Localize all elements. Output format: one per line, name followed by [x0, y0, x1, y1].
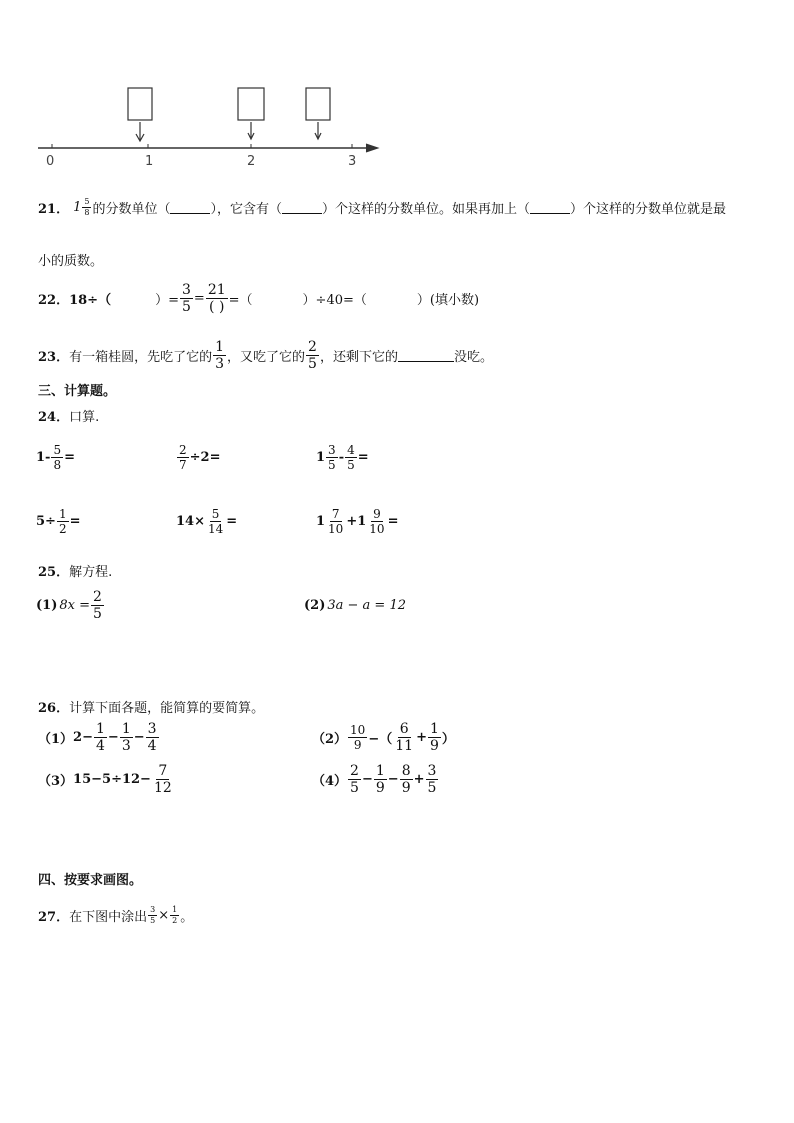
q23-blank[interactable] [398, 350, 454, 362]
q23-fraction-1: $\frac{1}{3}$ [215, 339, 225, 372]
q22-text-4: ）÷40=（ [302, 293, 367, 308]
q22-text-2: ）= [155, 293, 179, 308]
q21-blank-1[interactable] [170, 202, 210, 214]
q24-item-4: 5÷ $\frac{1}{2}$ = [36, 507, 81, 536]
answer-box-2[interactable] [238, 88, 264, 120]
q21-blank-2[interactable] [282, 202, 322, 214]
q21-text-4: ）个这样的分数单位就是最 [570, 202, 727, 217]
q22-text-3: =（ [228, 293, 253, 308]
q24-item-5-fraction: $\frac{5}{14}$ [207, 507, 224, 536]
q27-number: 27． [38, 910, 70, 925]
q23-text-3: ，还剩下它的 [319, 350, 398, 365]
q24-item-5: 14× $\frac{5}{14}$ = [176, 507, 238, 536]
q21-number: 21． [38, 202, 70, 217]
q21-text-1: 的分数单位（ [92, 202, 171, 217]
q22-text-1: 18÷（ [69, 293, 112, 308]
q26-part-1: （1） 2− $\frac{1}{4}$ − $\frac{1}{3}$ − $\frac{3}{4}$ [38, 721, 157, 754]
q24-item-6-fraction-2: $\frac{9}{10}$ [369, 507, 385, 536]
q23-text-4: 没吃。 [453, 350, 493, 365]
question-22 [38, 283, 479, 314]
q25-title: 解方程. [69, 565, 113, 580]
question-27: 27． 在下图中涂出 $\frac{3}{5}$ × $\frac{1}{2}$ 。 [38, 905, 194, 925]
answer-box-3[interactable] [306, 88, 330, 120]
section-4-heading: 四、按要求画图。 [38, 873, 143, 888]
q25-part-1-fraction: $\frac{2}{5}$ [93, 589, 102, 622]
answer-box-1[interactable] [128, 88, 152, 120]
q26-number: 26． [38, 701, 70, 716]
q25-number: 25． [38, 565, 70, 580]
q25-part-2: (2) 3a − a = 12 [304, 598, 406, 613]
axis-arrow-icon [366, 144, 378, 152]
q22-fraction-1: $\frac{3}{5}$ [181, 282, 191, 315]
q26-title: 计算下面各题，能简算的要简算。 [69, 701, 265, 716]
q24-item-4-fraction: $\frac{1}{2}$ [58, 507, 67, 536]
q23-fraction-2: $\frac{2}{5}$ [308, 339, 317, 372]
q26-part-4: （4） $\frac{2}{5}$ − $\frac{1}{9}$ − $\frac{8}{9}$ + $\frac{3}{5}$ [312, 763, 437, 796]
q22-eq: = [193, 291, 205, 306]
q23-text-2: ，又吃了它的 [227, 350, 306, 365]
number-line-figure [30, 80, 390, 172]
q24-item-1: 1- $\frac{5}{8}$ = [36, 443, 75, 472]
tick-label-1: 1 [145, 154, 154, 169]
q21-fraction: $\frac{5}{8}$ [84, 197, 90, 217]
question-21 [38, 198, 726, 217]
section-3-heading: 三、计算题。 [38, 384, 117, 399]
q22-blank-2[interactable] [253, 293, 303, 305]
q24-item-1-fraction: $\frac{5}{8}$ [53, 443, 62, 472]
question-25 [38, 561, 112, 580]
q27-text: 在下图中涂出 [69, 910, 148, 925]
q22-blank-3[interactable] [367, 293, 417, 305]
q21-blank-3[interactable] [530, 202, 570, 214]
q21-text-5: 小的质数。 [38, 254, 104, 269]
q22-fraction-2: $\frac{21}{( )}$ [207, 282, 226, 315]
q26-part-3: （3） 15−5÷12− $\frac{7}{12}$ [38, 763, 172, 796]
tick-label-0: 0 [46, 154, 55, 169]
tick-label-2: 2 [247, 154, 256, 169]
q24-item-3: 1 $\frac{3}{5}$ - $\frac{4}{5}$ = [316, 443, 369, 472]
question-23 [38, 340, 493, 371]
q27-fraction-1: $\frac{3}{5}$ [150, 905, 156, 925]
tick-label-3: 3 [348, 154, 357, 169]
q21-text-2: ），它含有（ [210, 202, 282, 217]
q24-title: 口算. [69, 410, 100, 425]
q24-item-3-fraction-1: $\frac{3}{5}$ [328, 443, 336, 472]
q22-blank-1[interactable] [111, 293, 155, 305]
q24-item-2: $\frac{2}{7}$ ÷2= [179, 443, 221, 472]
q27-fraction-2: $\frac{1}{2}$ [172, 905, 178, 925]
q24-item-2-fraction: $\frac{2}{7}$ [179, 443, 187, 472]
question-26 [38, 697, 264, 716]
q21-text-3: ）个这样的分数单位。如果再加上（ [322, 202, 531, 217]
q22-text-5: ）(填小数) [416, 293, 480, 308]
q22-number: 22． [38, 293, 70, 308]
q21-mixed-whole: 1 [73, 200, 82, 215]
q25-part-1: (1) 8x = $\frac{2}{5}$ [36, 589, 102, 622]
question-24 [38, 406, 99, 425]
q24-item-3-fraction-2: $\frac{4}{5}$ [347, 443, 355, 472]
q24-item-6-fraction-1: $\frac{7}{10}$ [328, 507, 344, 536]
q24-number: 24． [38, 410, 70, 425]
q23-number: 23． [38, 350, 70, 365]
q23-text-1: 有一箱桂圆，先吃了它的 [69, 350, 213, 365]
q26-part-2: （2） $\frac{10}{9}$ −（ $\frac{6}{11}$ + $\frac{1}{9}$ ） [312, 721, 455, 754]
q24-item-6: 1 $\frac{7}{10}$ +1 $\frac{9}{10}$ = [316, 507, 399, 536]
